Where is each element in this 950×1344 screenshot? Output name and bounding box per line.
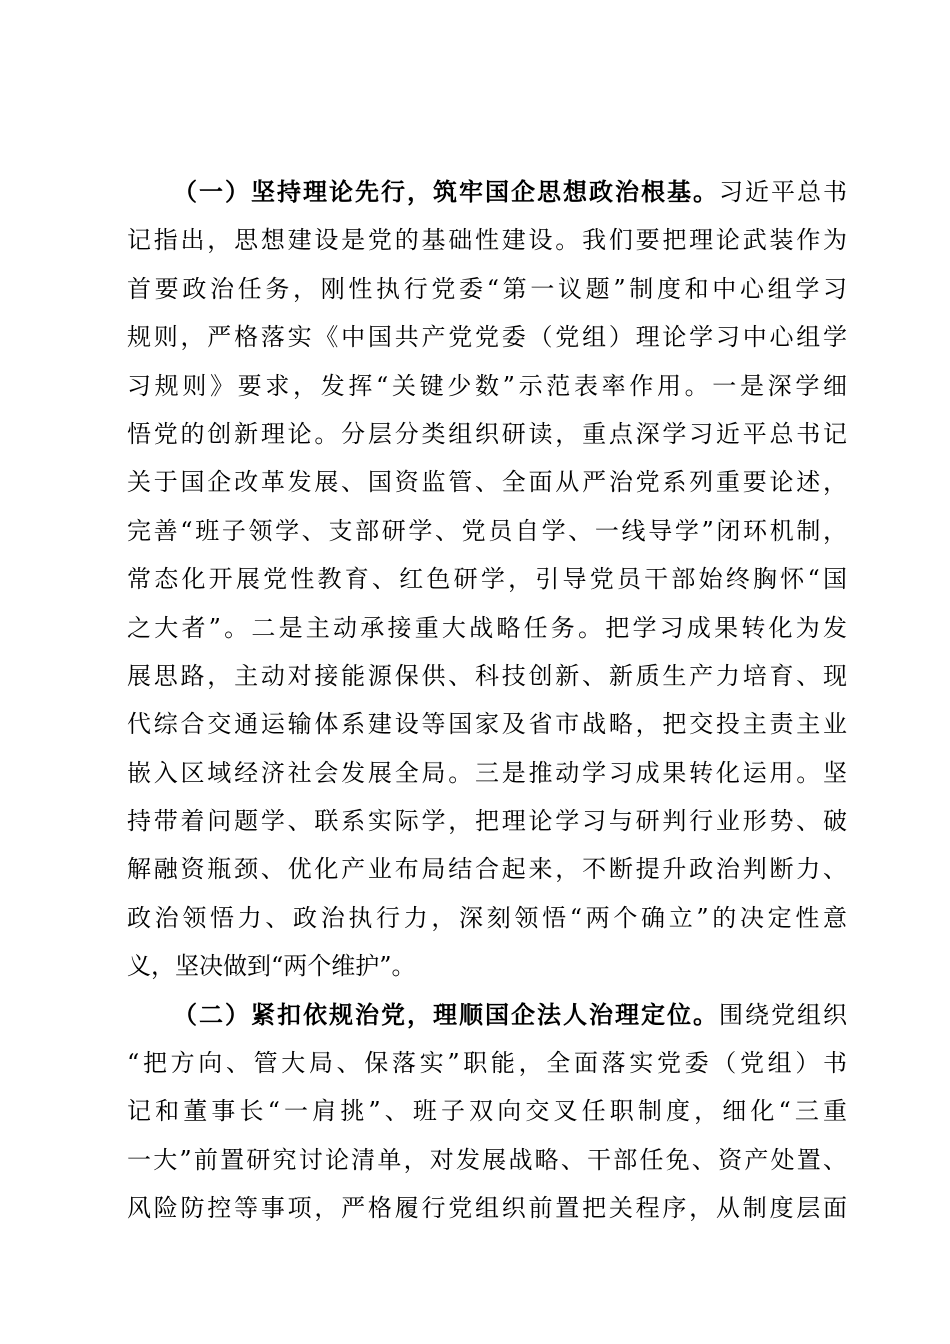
paragraph-line: 代综合交通运输体系建设等国家及省市战略，把交投主责主业 — [127, 710, 847, 739]
paragraph-line: 规则，严格落实《中国共产党党委（党组）理论学习中心组学 — [127, 323, 847, 352]
paragraph-line — [127, 168, 847, 216]
paragraph-last-line: 义，坚决做到“两个维护”。 — [127, 952, 416, 981]
paragraph-line: 完善“班子领学、支部研学、党员自学、一线导学”闭环机制， — [127, 516, 847, 545]
paragraph-heading: （一）坚持理论先行，筑牢国企思想政治根基。 — [173, 177, 719, 206]
paragraph-text: 习近平总书 — [719, 178, 847, 206]
paragraph-text: 围绕党组织 — [719, 1000, 847, 1029]
paragraph-line: 政治领悟力、政治执行力，深刻领悟“两个确立”的决定性意 — [127, 903, 847, 932]
paragraph-line: 之大者”。二是主动承接重大战略任务。把学习成果转化为发 — [127, 613, 847, 642]
paragraph-line: 嵌入区域经济社会发展全局。三是推动学习成果转化运用。坚 — [127, 758, 847, 787]
paragraph-line: 记和董事长“一肩挑”、班子双向交叉任职制度，细化“三重 — [127, 1097, 847, 1126]
paragraph-2 — [127, 991, 847, 1233]
paragraph-line: 常态化开展党性教育、红色研学，引导党员干部始终胸怀“国 — [127, 565, 847, 594]
paragraph-line: 解融资瓶颈、优化产业布局结合起来，不断提升政治判断力、 — [127, 855, 847, 884]
paragraph-line: 悟党的创新理论。分层分类组织研读，重点深学习近平总书记 — [127, 419, 847, 448]
paragraph-line: 关于国企改革发展、国资监管、全面从严治党系列重要论述， — [127, 468, 847, 497]
paragraph-line — [127, 991, 847, 1039]
paragraph-line: 风险防控等事项，严格履行党组织前置把关程序，从制度层面 — [127, 1194, 847, 1223]
paragraph-line: 持带着问题学、联系实际学，把理论学习与研判行业形势、破 — [127, 807, 847, 836]
paragraph-line: “把方向、管大局、保落实”职能，全面落实党委（党组）书 — [127, 1049, 847, 1078]
paragraph-line: 记指出，思想建设是党的基础性建设。我们要把理论武装作为 — [127, 226, 847, 255]
paragraph-1 — [127, 168, 847, 991]
document-body — [127, 168, 847, 1233]
paragraph-line: 首要政治任务，刚性执行党委“第一议题”制度和中心组学习 — [127, 274, 847, 303]
paragraph-line: 展思路，主动对接能源保供、科技创新、新质生产力培育、现 — [127, 661, 847, 690]
paragraph-line: 一大”前置研究讨论清单，对发展战略、干部任免、资产处置、 — [127, 1145, 847, 1174]
paragraph-heading: （二）紧扣依规治党，理顺国企法人治理定位。 — [173, 999, 719, 1029]
paragraph-line: 习规则》要求，发挥“关键少数”示范表率作用。一是深学细 — [127, 371, 847, 400]
